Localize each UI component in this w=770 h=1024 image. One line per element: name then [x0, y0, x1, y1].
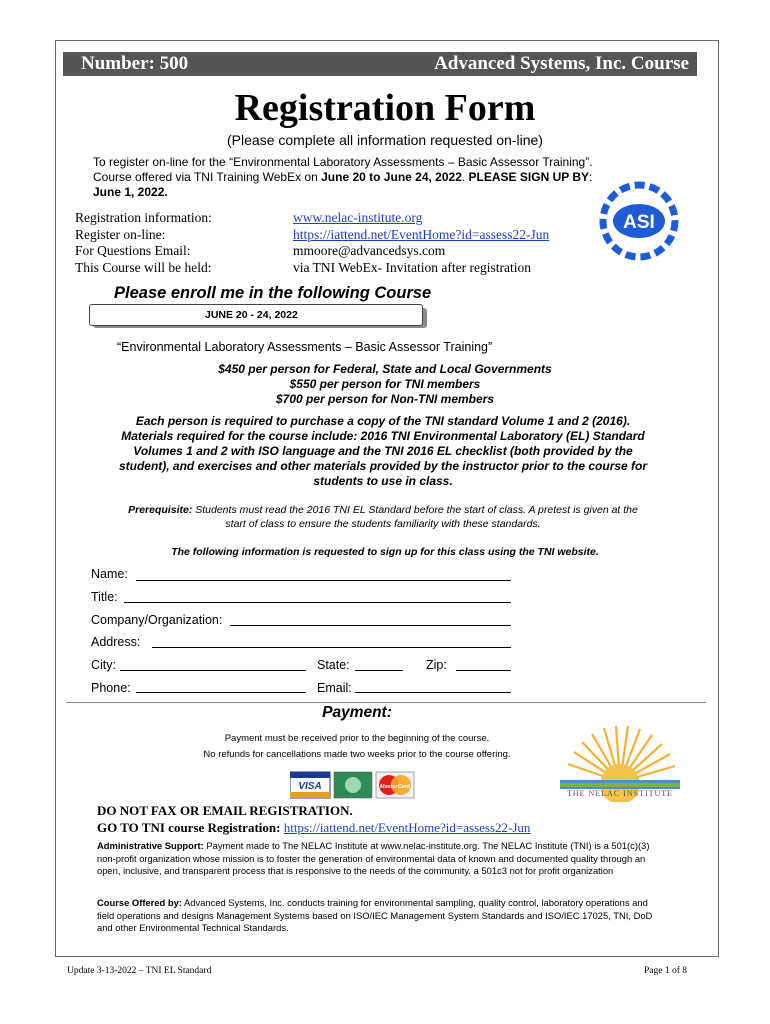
required-line: students to use in class.	[313, 474, 453, 488]
visa-text: VISA	[298, 781, 322, 792]
credit-cards-icon	[290, 771, 415, 801]
course-dates-box	[89, 304, 423, 326]
required-line: student), and exercises and other materials provided by the instructor prior to the course for	[118, 459, 648, 473]
registration-instructions	[97, 803, 530, 836]
course-registration-label: GO TO TNI course Registration:	[97, 819, 284, 835]
prerequisite: Prerequisite: Students must read the 2016 TNI EL Standard before the start of class. A pretest is given at the start of class to ensure the students familiarity with these standards.	[128, 504, 638, 530]
questions-email: mmoore@advancedsys.com	[293, 243, 446, 258]
price-government: $450 per person for Federal, State and Local Governments	[218, 362, 552, 376]
page-subtitle: (Please complete all information requested on-line)	[227, 132, 543, 148]
offered-by-label: Course Offered by:	[97, 897, 182, 908]
zip-field[interactable]	[456, 670, 511, 671]
prerequisite-label: Prerequisite:	[128, 504, 193, 516]
asi-logo-icon	[594, 176, 684, 266]
phone-label: Phone:	[91, 681, 131, 695]
state-field[interactable]	[355, 670, 403, 671]
info-labels	[75, 210, 212, 276]
phone-field[interactable]	[136, 692, 306, 693]
nelac-institute-text: THE NELAC INSTITUTE	[566, 789, 674, 798]
price-tni-member: $550 per person for TNI members	[289, 377, 481, 391]
info-values	[293, 210, 549, 276]
email-label: Email:	[317, 681, 352, 695]
required-line: Volumes 1 and 2 with ISO language and the TNI 2016 EL checklist (both provided by the	[133, 444, 633, 458]
required-line: Each person is required to purchase a copy of the TNI standard Volume 1 and 2 (2016).	[135, 414, 631, 428]
price-non-member: $700 per person for Non-TNI members	[275, 392, 495, 406]
info-label: This Course will be held:	[75, 259, 212, 275]
title-field[interactable]	[124, 602, 511, 603]
signup-note: The following information is requested to sign up for this class using the TNI website.	[171, 546, 599, 558]
register-online-link[interactable]: https://iattend.net/EventHome?id=assess22-Jun	[293, 226, 550, 242]
intro-line-1: To register on-line for the “Environmental Laboratory Assessments – Basic Assessor Training”.	[93, 155, 593, 169]
name-field[interactable]	[136, 580, 511, 581]
course-dates: JUNE 20 - 24, 2022	[205, 309, 298, 321]
company-field[interactable]	[230, 625, 511, 626]
intro-line-3: June 1, 2022.	[93, 185, 168, 199]
info-label: For Questions Email:	[75, 243, 191, 258]
course-location: via TNI WebEx- Invitation after registration	[293, 259, 531, 275]
intro-text	[93, 155, 623, 200]
required-line: Materials required for the course include: 2016 TNI Environmental Laboratory (EL) Standard	[121, 429, 645, 443]
course-name: “Environmental Laboratory Assessments – Basic Assessor Training”	[117, 340, 493, 354]
course-offered-by: Course Offered by: Advanced Systems, Inc. conducts training for environmental sampling, quality control, laboratory operations and field operations and designs Management Systems based on ISO/IEC Management System Standards and ISO/IEC 17025, TNI, DoD and other Environmental Technical Standards.	[97, 897, 653, 933]
mastercard-text: MasterCard	[379, 784, 411, 790]
payment-title: Payment:	[322, 704, 392, 721]
administrative-support: Administrative Support: Payment made to The NELAC Institute at www.nelac-institute.org. The NELAC Institute (TNI) is a 501(c)(3) non-profit organization whose mission is to foster the generation of environmental data of known and documented quality through an open, inclusive, and transparent process that is responsive to the needs of the community. a 501c3 not for profit organization	[97, 840, 650, 876]
course-registration-link[interactable]: https://iattend.net/EventHome?id=assess22-Jun	[283, 819, 531, 835]
course-number: Number: 500	[81, 53, 189, 74]
email-field[interactable]	[355, 692, 511, 693]
company-label: Company/Organization:	[91, 613, 223, 627]
refund-line: No refunds for cancellations made two weeks prior to the course offering.	[203, 749, 511, 760]
state-label: State:	[317, 658, 350, 672]
address-label: Address:	[91, 635, 141, 649]
title-label: Title:	[91, 590, 118, 604]
payment-line: Payment must be received prior to the beginning of the course.	[224, 733, 490, 744]
footer-page-number: Page 1 of 8	[643, 966, 687, 976]
admin-support-label: Administrative Support:	[97, 840, 204, 851]
footer-update: Update 3-13-2022 – TNI EL Standard	[67, 966, 212, 976]
asi-logo-text: ASI	[623, 212, 655, 233]
price-list	[0, 362, 770, 407]
required-materials	[93, 414, 673, 489]
info-label: Registration information:	[75, 210, 212, 225]
info-label: Register on-line:	[75, 226, 166, 242]
page-title: Registration Form	[234, 87, 536, 129]
divider	[66, 702, 706, 703]
no-fax-line: DO NOT FAX OR EMAIL REGISTRATION.	[97, 803, 353, 818]
header-bar	[63, 52, 697, 76]
enroll-title: Please enroll me in the following Course	[114, 284, 432, 302]
zip-label: Zip:	[426, 658, 447, 672]
registration-info-link[interactable]: www.nelac-institute.org	[293, 210, 423, 225]
address-field[interactable]	[152, 647, 511, 648]
city-label: City:	[91, 658, 116, 672]
city-field[interactable]	[120, 670, 306, 671]
intro-line-2: Course offered via TNI Training WebEx on June 20 to June 24, 2022. PLEASE SIGN UP BY:	[93, 170, 593, 184]
company-course: Advanced Systems, Inc. Course	[434, 53, 689, 74]
name-label: Name:	[91, 567, 128, 581]
